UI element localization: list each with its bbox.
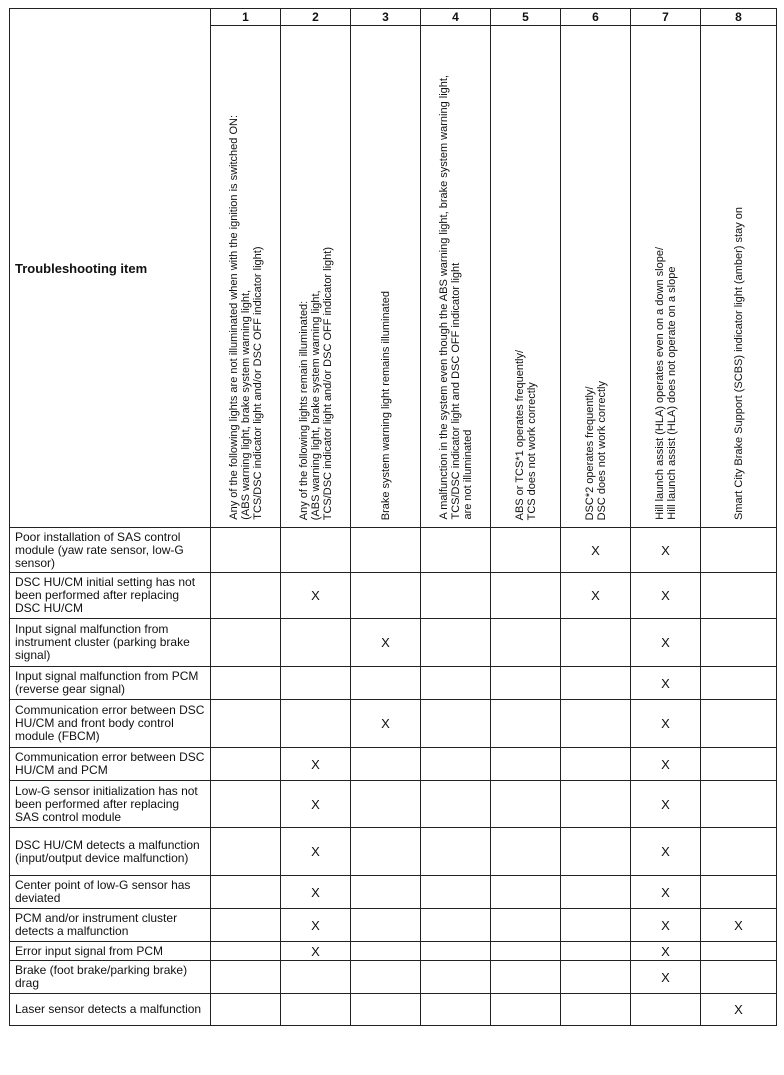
mark-cell (211, 667, 281, 700)
mark-cell (631, 994, 701, 1026)
mark-cell (491, 700, 561, 748)
table-row (10, 528, 777, 573)
column-description-cell (631, 26, 701, 528)
column-number-row (10, 9, 777, 26)
mark-cell (351, 528, 421, 573)
mark-cell (491, 909, 561, 942)
mark-cell (421, 909, 491, 942)
mark-cell (701, 573, 777, 619)
mark-cell: X (281, 573, 351, 619)
mark-cell (281, 619, 351, 667)
column-number: 2 (281, 9, 351, 26)
mark-cell: X (631, 528, 701, 573)
table-row (10, 909, 777, 942)
mark-cell (211, 528, 281, 573)
table-row (10, 994, 777, 1026)
mark-cell (701, 961, 777, 994)
mark-cell (561, 667, 631, 700)
mark-cell (351, 909, 421, 942)
mark-cell (491, 876, 561, 909)
mark-cell: X (631, 619, 701, 667)
mark-cell: X (631, 876, 701, 909)
troubleshooting-item-cell: Communication error between DSC HU/CM and front body control module (FBCM) (10, 700, 211, 748)
mark-cell (701, 700, 777, 748)
table-row (10, 942, 777, 961)
troubleshooting-table (9, 8, 777, 1026)
mark-cell: X (631, 942, 701, 961)
mark-cell: X (701, 994, 777, 1026)
mark-cell (351, 876, 421, 909)
mark-cell (421, 828, 491, 876)
mark-cell: X (281, 748, 351, 781)
table-row (10, 667, 777, 700)
mark-cell (561, 781, 631, 828)
table-row (10, 573, 777, 619)
mark-cell (421, 961, 491, 994)
mark-cell (211, 748, 281, 781)
mark-cell: X (631, 781, 701, 828)
mark-cell (421, 573, 491, 619)
mark-cell: X (281, 828, 351, 876)
mark-cell (701, 781, 777, 828)
mark-cell (561, 876, 631, 909)
mark-cell (421, 876, 491, 909)
table-row (10, 876, 777, 909)
mark-cell (561, 961, 631, 994)
mark-cell (211, 700, 281, 748)
mark-cell: X (631, 828, 701, 876)
mark-cell: X (281, 942, 351, 961)
mark-cell (491, 667, 561, 700)
mark-cell: X (351, 700, 421, 748)
mark-cell (211, 876, 281, 909)
mark-cell (701, 748, 777, 781)
mark-cell: X (281, 781, 351, 828)
column-description: ABS or TCS*1 operates frequently/ TCS does not work correctly (513, 349, 538, 520)
mark-cell (701, 667, 777, 700)
troubleshooting-item-cell: Low-G sensor initialization has not been performed after replacing SAS control module (10, 781, 211, 828)
mark-cell: X (631, 573, 701, 619)
mark-cell (281, 700, 351, 748)
mark-cell: X (281, 876, 351, 909)
column-number: 4 (421, 9, 491, 26)
mark-cell: X (631, 961, 701, 994)
column-number: 5 (491, 9, 561, 26)
mark-cell (351, 748, 421, 781)
mark-cell: X (351, 619, 421, 667)
mark-cell (701, 876, 777, 909)
column-description: DSC*2 operates frequently/ DSC does not work correctly (583, 380, 608, 520)
mark-cell (351, 942, 421, 961)
column-number: 3 (351, 9, 421, 26)
mark-cell (211, 961, 281, 994)
mark-cell (491, 748, 561, 781)
mark-cell (211, 828, 281, 876)
mark-cell (491, 994, 561, 1026)
troubleshooting-item-cell: Communication error between DSC HU/CM and PCM (10, 748, 211, 781)
mark-cell (421, 781, 491, 828)
mark-cell (701, 942, 777, 961)
mark-cell (561, 748, 631, 781)
mark-cell (491, 828, 561, 876)
mark-cell (281, 994, 351, 1026)
mark-cell (561, 700, 631, 748)
troubleshooting-item-header: Troubleshooting item (10, 9, 211, 528)
mark-cell (351, 573, 421, 619)
column-description-cell (421, 26, 491, 528)
mark-cell (351, 667, 421, 700)
troubleshooting-item-cell: Brake (foot brake/parking brake) drag (10, 961, 211, 994)
table-row (10, 781, 777, 828)
table-row (10, 748, 777, 781)
mark-cell (281, 961, 351, 994)
mark-cell: X (561, 573, 631, 619)
table-row (10, 828, 777, 876)
table-row (10, 619, 777, 667)
mark-cell: X (631, 909, 701, 942)
mark-cell (491, 961, 561, 994)
mark-cell (211, 781, 281, 828)
troubleshooting-item-cell: DSC HU/CM initial setting has not been performed after replacing DSC HU/CM (10, 573, 211, 619)
column-number: 8 (701, 9, 777, 26)
mark-cell (281, 667, 351, 700)
troubleshooting-item-cell: Input signal malfunction from instrument cluster (parking brake signal) (10, 619, 211, 667)
column-description-cell (561, 26, 631, 528)
mark-cell (211, 573, 281, 619)
column-description-cell (351, 26, 421, 528)
mark-cell: X (631, 700, 701, 748)
troubleshooting-item-cell: Laser sensor detects a malfunction (10, 994, 211, 1026)
mark-cell (491, 942, 561, 961)
table-row (10, 961, 777, 994)
column-description: Any of the following lights remain illuminated: (ABS warning light, brake system warning light, TCS/DSC indicator light and/or DSC OFF indicator light) (297, 246, 334, 520)
mark-cell (561, 942, 631, 961)
mark-cell: X (631, 667, 701, 700)
mark-cell (351, 961, 421, 994)
mark-cell (351, 994, 421, 1026)
mark-cell (211, 994, 281, 1026)
mark-cell (421, 994, 491, 1026)
column-description: Any of the following lights are not illuminated when with the ignition is switched ON: (ABS warning light, brake system warning light, TCS/DSC indicator light and/or DSC OFF indicator light) (227, 115, 264, 520)
mark-cell (351, 781, 421, 828)
mark-cell (211, 942, 281, 961)
mark-cell (211, 909, 281, 942)
mark-cell: X (701, 909, 777, 942)
column-description-cell (491, 26, 561, 528)
column-description: A malfunction in the system even though the ABS warning light, brake system warning light, TCS/DSC indicator light and DSC OFF indicator light are not illuminated (437, 75, 474, 520)
mark-cell (491, 781, 561, 828)
troubleshooting-item-cell: Input signal malfunction from PCM (reverse gear signal) (10, 667, 211, 700)
column-description: Hill launch assist (HLA) operates even on a down slope/ Hill launch assist (HLA) does not operate on a slope (653, 247, 678, 520)
mark-cell (351, 828, 421, 876)
mark-cell (421, 748, 491, 781)
column-description-cell (211, 26, 281, 528)
column-description: Brake system warning light remains illuminated (379, 290, 392, 520)
mark-cell (701, 619, 777, 667)
mark-cell (421, 942, 491, 961)
mark-cell (421, 528, 491, 573)
table-row (10, 700, 777, 748)
mark-cell (421, 667, 491, 700)
mark-cell (491, 619, 561, 667)
mark-cell (421, 700, 491, 748)
troubleshooting-item-cell: Poor installation of SAS control module (yaw rate sensor, low-G sensor) (10, 528, 211, 573)
mark-cell (561, 909, 631, 942)
mark-cell (211, 619, 281, 667)
mark-cell: X (631, 748, 701, 781)
mark-cell: X (281, 909, 351, 942)
column-description: Smart City Brake Support (SCBS) indicator light (amber) stay on (732, 206, 745, 520)
column-description-cell (701, 26, 777, 528)
troubleshooting-item-cell: PCM and/or instrument cluster detects a malfunction (10, 909, 211, 942)
column-number: 7 (631, 9, 701, 26)
mark-cell (561, 994, 631, 1026)
mark-cell: X (561, 528, 631, 573)
troubleshooting-item-cell: Error input signal from PCM (10, 942, 211, 961)
column-number: 6 (561, 9, 631, 26)
troubleshooting-item-cell: DSC HU/CM detects a malfunction (input/output device malfunction) (10, 828, 211, 876)
mark-cell (491, 528, 561, 573)
mark-cell (421, 619, 491, 667)
column-description-cell (281, 26, 351, 528)
mark-cell (561, 619, 631, 667)
mark-cell (491, 573, 561, 619)
troubleshooting-item-cell: Center point of low-G sensor has deviated (10, 876, 211, 909)
mark-cell (701, 528, 777, 573)
column-number: 1 (211, 9, 281, 26)
mark-cell (281, 528, 351, 573)
mark-cell (701, 828, 777, 876)
mark-cell (561, 828, 631, 876)
